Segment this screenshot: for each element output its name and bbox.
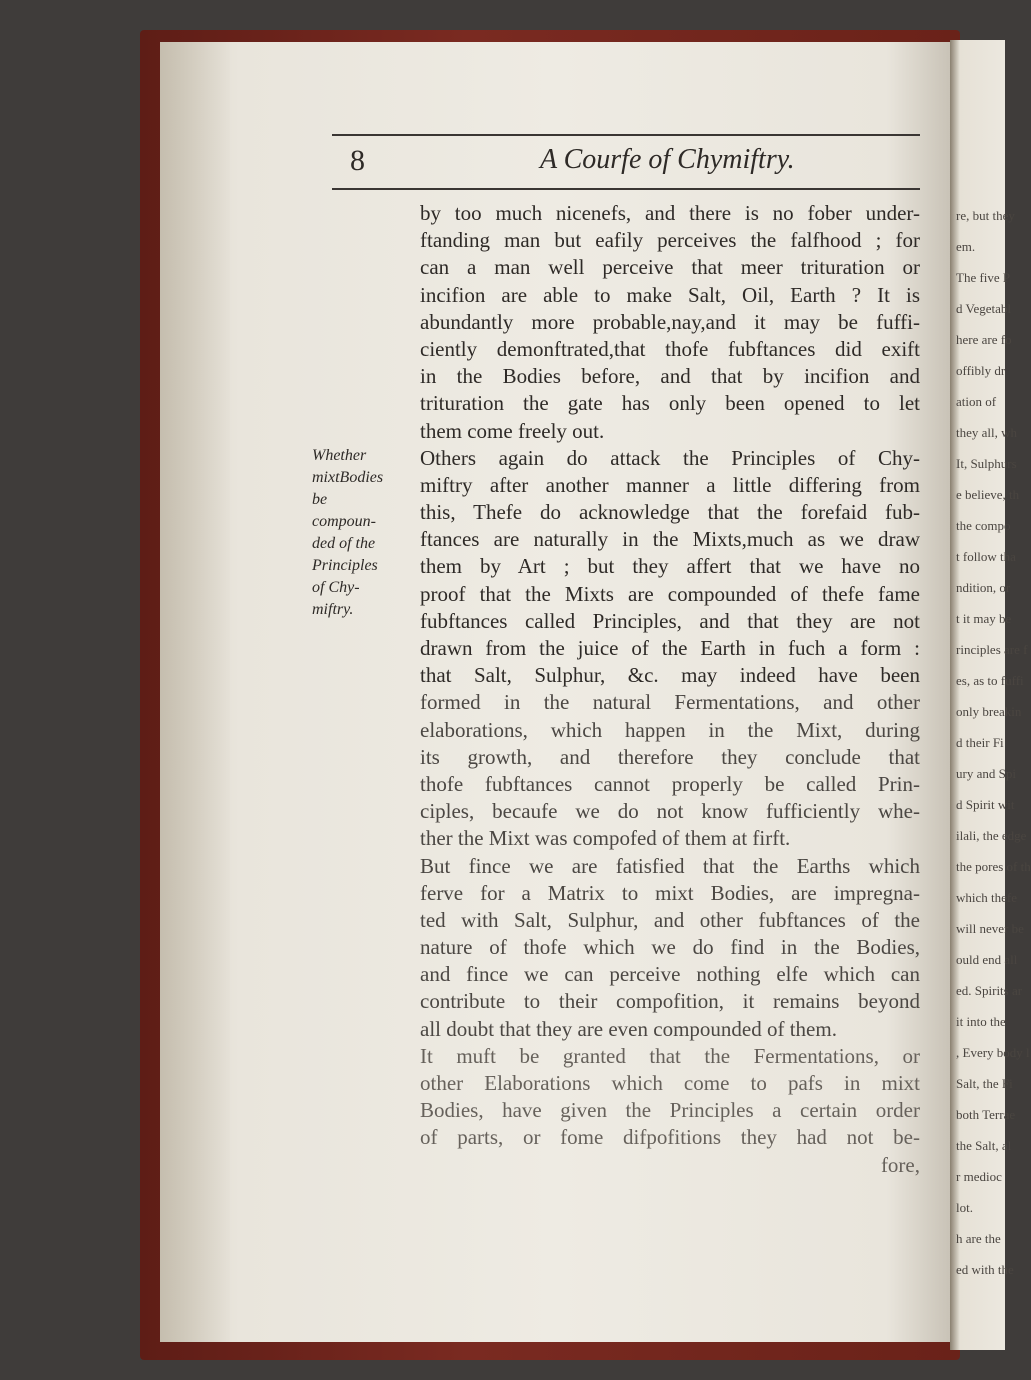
margin-note-line: ded of the [312,535,376,552]
facing-page-line: ould end all [956,952,1018,967]
text-line: contribute to their compofition, it remains beyond [420,989,920,1014]
text-line: nature of thofe which we do find in the Bodies, [420,935,920,960]
text-line: Bodies, have given the Principles a certain order [420,1098,920,1123]
text-line: ciples, becaufe we do not know fufficiently whe- [420,799,920,824]
header-rule-bottom [332,188,920,190]
facing-page-line: e believe, th [956,487,1020,502]
facing-page-line: h are the [956,1231,1001,1246]
text-line: proof that the Mixts are compounded of thefe fame [420,581,920,606]
text-line: that Salt, Sulphur, &c. may indeed have been [420,663,920,688]
facing-page-line: d Vegetabl [956,301,1011,316]
page-number: 8 [350,144,365,177]
facing-page-line: offibly dr [956,363,1006,378]
text-line: Others again do attack the Principles of Chy- [420,445,920,470]
facing-page-line: em. [956,239,976,254]
facing-page-line: ed with the [956,1262,1014,1277]
facing-page-line: ndition, or [956,580,1011,595]
facing-page-line: which thefe [956,890,1018,905]
text-line: But fince we are fatisfied that the Earths which [420,853,920,878]
text-line: ferve for a Matrix to mixt Bodies, are impregna- [420,880,920,905]
margin-note-line: miftry. [312,601,354,618]
facing-page-text [950,200,1031,1285]
text-line: formed in the natural Fermentations, and other [420,690,920,715]
facing-page-line: they all, wh [956,425,1018,440]
facing-page-line: rinciples are f [956,642,1028,657]
text-line: its growth, and therefore they conclude that [420,744,920,769]
text-line: of parts, or fome difpofitions they had not be- [420,1125,920,1150]
facing-page-line: re, but they [956,208,1015,223]
text-line: ftanding man but eafily perceives the falfhood ; for [420,228,920,253]
margin-note [312,445,390,621]
text-line: trituration the gate has only been opened to let [420,391,920,416]
facing-page-line: ury and Spi [956,766,1016,781]
facing-page-line: it into the [956,1014,1006,1029]
margin-note-line: Whether [312,447,367,464]
text-line: by too much nicenefs, and there is no fober under- [420,201,920,225]
facing-page-line: r medioc [956,1169,1002,1184]
text-line: ther the Mixt was compofed of them at firft. [420,826,791,851]
text-line: thofe fubftances cannot properly be called Prin- [420,771,920,796]
margin-note-line: Principles [312,557,378,574]
facing-page-line: d Spirit wit [956,797,1015,812]
facing-page-line: the pores of th [956,859,1031,874]
facing-page-line: , Every body l [956,1045,1030,1060]
header-rule-top [332,134,920,136]
facing-page-line: ed. Spirits ar [956,983,1023,998]
facing-page-line: es, as to fuffi [956,673,1024,688]
text-line: ftances are naturally in the Mixts,much as we draw [420,527,920,552]
page-header [340,142,920,184]
facing-page-line: t it may be [956,611,1012,626]
text-line: all doubt that they are even compounded of them. [420,1016,837,1041]
text-line: can a man well perceive that meer trituration or [420,255,920,280]
text-line: miftry after another manner a little differing from [420,472,920,497]
text-line: in the Bodies before, and that by incifion and [420,364,920,389]
facing-page-line: the Salt, al [956,1138,1012,1153]
facing-page-line: both Terrae [956,1107,1016,1122]
margin-note-line: of Chy- [312,579,360,596]
margin-note-line: mixtBodies [312,469,384,486]
facing-page-line: The five P [956,270,1011,285]
page-gutter [160,42,230,1342]
facing-page-line: ation of [956,394,997,409]
text-line: ted with Salt, Sulphur, and other fubftances of the [420,907,920,932]
text-line: elaborations, which happen in the Mixt, during [420,717,920,742]
facing-page [950,40,1031,1350]
facing-page-line: Salt, the Fi [956,1076,1013,1091]
facing-page-line: ilali, the edge [956,828,1027,843]
text-line: fore, [880,1152,920,1177]
facing-page-line: will never be [956,921,1024,936]
text-line: and fince we can perceive nothing elfe which can [420,962,920,987]
text-line: them by Art ; but they affert that we have no [420,554,920,579]
facing-page-line: only breakin [956,704,1022,719]
facing-page-line: here are fo [956,332,1012,347]
facing-page-line: lot. [956,1200,973,1215]
margin-note-line: be compoun- [312,491,376,530]
running-title: A Courfe of Chymiftry. [540,144,795,175]
facing-page-line: the compo [956,518,1011,533]
text-line: drawn from the juice of the Earth in fuch a form : [420,636,920,660]
text-line: incifion are able to make Salt, Oil, Earth ? It is [420,282,920,307]
text-line: ciently demonftrated,that thofe fubftances did exift [420,336,920,361]
body-text [420,200,920,1179]
text-line: this, Thefe do acknowledge that the forefaid fub- [420,500,920,525]
facing-page-line: It, Sulphurs [956,456,1017,471]
text-line: abundantly more probable,nay,and it may be fuffi- [420,309,920,334]
facing-page-line: d their Fi [956,735,1004,750]
text-line: It muft be granted that the Fermentations, or [420,1043,920,1068]
facing-page-line: t follow tha [956,549,1016,564]
text-line: fubftances called Principles, and that they are not [420,608,920,633]
text-line: them come freely out. [420,418,605,443]
text-line: other Elaborations which come to pafs in mixt [420,1071,920,1095]
